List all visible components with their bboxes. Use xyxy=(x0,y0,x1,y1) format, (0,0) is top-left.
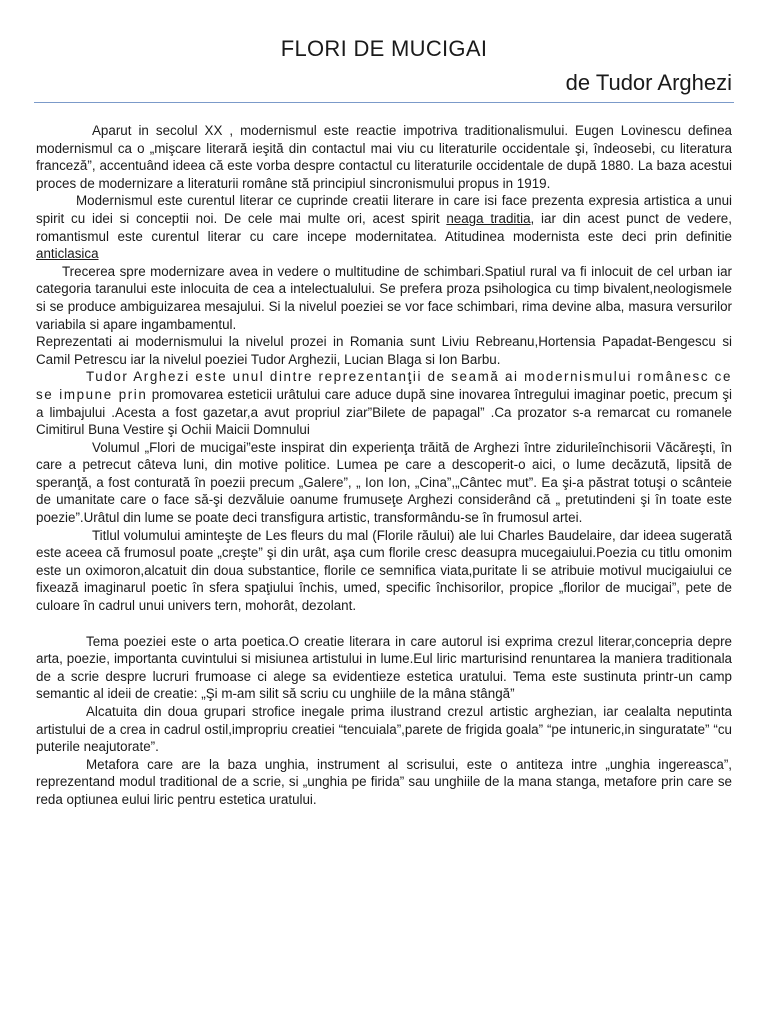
paragraph-3: Trecerea spre modernizare avea in vedere o multitudine de schimbari.Spatiul rural va fi inlocuit de cel urban iar categoria taranului este inlocuita de cea a intelectualului. Se prefera proza psihologica cu timp bivalent,neologismele si se produce ambiguizarea mesajului. Si la nivelul poeziei se vor face schimbari, rima devine alba, masura versurilor variabila si apare ingambamentul. xyxy=(36,263,732,332)
paragraph-9: Alcatuita din doua grupari strofice inegale prima ilustrand crezul artistic arghezian, iar cealalta neputinta artistului de a crea in cadrul ostil,impropriu creatiei “tencuiala”,parete de frigida goala” “pe intuneric,in singuratate” “cu puterile neajutorate”. xyxy=(36,704,732,755)
paragraph-5-text: promovarea esteticii urâtului care aduce după sine inovarea întregului imaginar poetic, precum şi a limbajului .Acesta a fost gazetar,a avut propriul ziar”Bilete de papagal” .Ca prozator s-a remarcat cu romanele Cimitirul Buna Vestire şi Ochii Maicii Domnului xyxy=(36,386,732,438)
paragraph-2 xyxy=(36,192,732,262)
title-divider xyxy=(34,102,734,103)
document-body xyxy=(36,122,732,809)
paragraph-6: Volumul „Flori de mucigai”este inspirat din experienţa trăită de Arghezi între zidurileînchisorii Văcăreşti, în care a petrecut câteva luni, din motive politice. Lumea pe care a descoperit-o aici, o lume decăzută, lipsită de speranţă, a fost conturată în poezii precum „Galere”, „ Ion Ion, „Cina”,„Cântec mut”. Ea şi-a păstrat totuşi o scânteie de umanitate care o face să-şi dezvăluie oanume frumuseţe Arghezi considerând că „ pretutindeni şi în toate este poezie”.Urâtul din lume se poate deci transfigura artistic, transformându-se în frumosul artei. xyxy=(36,439,732,526)
paragraph-4: Reprezentati ai modernismului la nivelul prozei in Romania sunt Liviu Rebreanu,Hortensia Papadat-Bengescu si Camil Petrescu iar la nivelul poeziei Tudor Arghezii, Lucian Blaga si Ion Barbu. xyxy=(36,334,732,367)
paragraph-2-text-b: , iar din acest punct de vedere, romantismul este curentul literar cu care incepe modernitatea. Atitudinea modernista este deci prin definitie xyxy=(36,210,732,244)
underlined-phrase: neaga traditia xyxy=(446,210,531,226)
page-title: FLORI DE MUCIGAI xyxy=(280,36,488,61)
paragraph-1: Aparut in secolul XX , modernismul este reactie impotriva traditionalismului. Eugen Lovinescu definea modernismul ca o „mişcare literară ieşită din contactul mai viu cu literaturile occidentale şi, îndeosebi, cu literatura franceză”, accentuând ideea că este vorba despre contactul cu literaturile occidentale de după 1880. La baza acestui proces de modernizare a literaturii române stă principiul sincronismului propus in 1919. xyxy=(36,123,732,191)
paragraph-gap xyxy=(36,615,732,633)
underlined-word: anticlasica xyxy=(36,246,99,262)
paragraph-2-text-a: Modernismul este curentul literar ce cuprinde creatii literare in care isi face prezenta expresia artistica a unui spirit cu idei si conceptii noi. De cele mai multe ori, acest spirit xyxy=(36,193,732,226)
paragraph-5-spaced-text: Tudor Arghezi este unul dintre reprezentanţii de seamă ai modernismului românesc ce se impune prin xyxy=(36,369,732,402)
paragraph-10: Metafora care are la baza unghia, instrument al scrisului, este o antiteza intre „unghia ingereasca”, reprezentand modul traditional de a scrie, si „unghia pe firida” sau unghiile de la mana stanga, metafore prin care se reda optiunea eului liric pentru estetica uratului. xyxy=(36,756,732,807)
author-line: de Tudor Arghezi xyxy=(565,70,732,95)
paragraph-7: Titlul volumului aminteşte de Les fleurs du mal (Florile răului) ale lui Charles Baudelaire, dar ideea sugerată este aceea că frumosul poate „creşte” şi din urât, aşa cum florile cresc deasupra mucegaiului.Poezia cu titlu omonim este un oximoron,alcatuit din doua substantice, florile ce semnifica viata,puritate li se atribuie motivul mucigaiului ce fixează imaginarul poetic în sfera spaţiului închis, umed, specific închisorilor, propice „florilor de mucigai”, pete de culoare în cadrul unui univers tern, mohorât, dezolant. xyxy=(36,527,732,614)
paragraph-8: Tema poeziei este o arta poetica.O creatie literara in care autorul isi exprima crezul literar,concepria depre arta, poezie, importanta cuvintului si misiunea artistului in lume.Eul liric marturisind renuntarea la maniera traditionala de a scrie despre lucruri frumoase ci alege sa evidentieze estetica uratului. Tema este sustinuta printr-un camp semantic al ideii de creatie: „Şi m-am silit să scriu cu unghiile de la mâna stângă” xyxy=(36,633,732,702)
paragraph-5 xyxy=(36,368,732,438)
